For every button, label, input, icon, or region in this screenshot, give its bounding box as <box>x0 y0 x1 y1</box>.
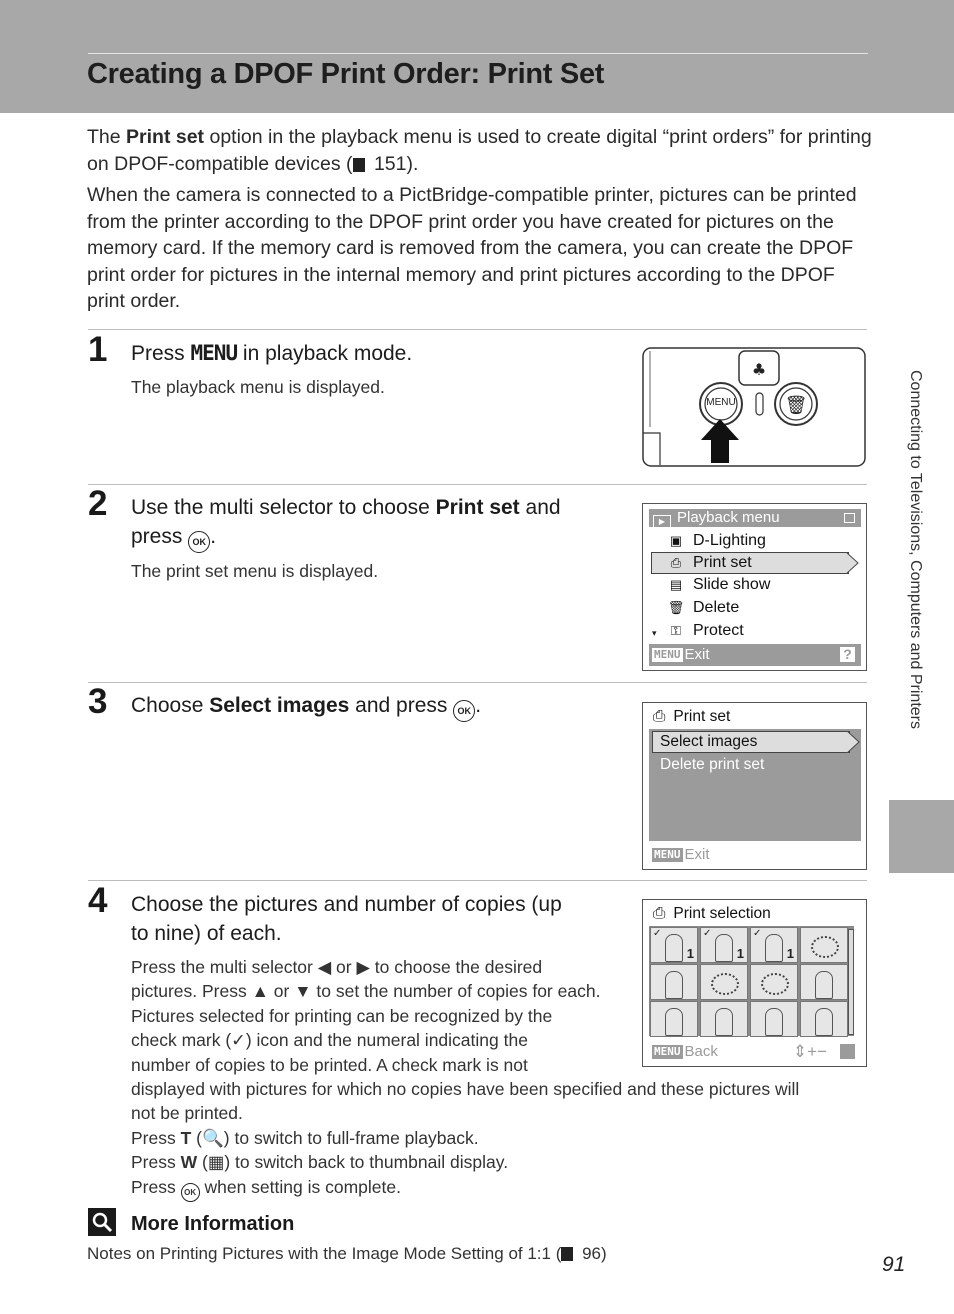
book-reference-icon <box>561 1247 573 1261</box>
delete-icon: 🗑 <box>667 600 685 615</box>
thumbnail[interactable] <box>800 927 848 963</box>
thumbnail[interactable] <box>750 1001 798 1037</box>
header-rule <box>88 53 868 54</box>
step-divider <box>88 329 867 330</box>
print-selection-title: ⎙ Print selection <box>653 905 771 922</box>
print-icon: ⎙ <box>653 708 666 725</box>
thumbnail[interactable] <box>800 1001 848 1037</box>
thumbnail-grid <box>649 926 854 1036</box>
thumbnail[interactable] <box>650 964 698 1000</box>
key-icon: ⚿ <box>671 623 681 638</box>
step-number: 4 <box>88 881 108 920</box>
scroll-indicator-icon <box>844 513 855 523</box>
intro-paragraph-1: The Print set option in the playback menu is used to create digital “print orders” for printing on DPOF-compatible devices ( 151). <box>87 126 872 175</box>
ok-button-icon: OK <box>453 700 475 722</box>
menu-footer: MENU Exit ? <box>649 644 861 666</box>
page-title: Creating a DPOF Print Order: Print Set <box>87 58 605 90</box>
menu-item-d-lighting[interactable]: ▣ D-Lighting <box>651 531 766 551</box>
book-reference-icon <box>353 158 365 172</box>
slide-show-icon: ▤ <box>669 577 683 592</box>
check-mark-icon: ✓ <box>753 928 762 939</box>
step-2-subtext: The print set menu is displayed. <box>131 561 379 581</box>
intro-paragraph-2: When the camera is connected to a PictBridge-compatible printer, pictures can be printed from the printer according to the DPOF print order you have created for pictures on the memory card. If the memory card is removed from the camera, you can create the DPOF print order for pictures in the internal memory and print pictures according to the DPOF print order. <box>87 184 857 313</box>
step-number: 2 <box>88 484 108 523</box>
step-number: 1 <box>88 330 108 369</box>
more-info-heading: More Information <box>131 1213 295 1235</box>
thumbnail[interactable]: ✓ 1 <box>650 927 698 963</box>
step-1-title: Press MENU in playback mode. <box>131 341 413 365</box>
menu-button-icon: MENU <box>654 648 681 661</box>
thumbnail[interactable] <box>650 1001 698 1037</box>
zoom-icon <box>840 1044 855 1059</box>
svg-text:🗑: 🗑 <box>784 395 808 416</box>
step-2-title: Use the multi selector to choose Print set and press OK . <box>131 493 561 553</box>
step-3-title: Choose Select images and press OK . <box>131 691 481 722</box>
menu-item-delete[interactable]: 🗑 Delete <box>667 599 740 616</box>
print-icon: ⎙ <box>670 555 682 570</box>
zoom-out-instruction: Press W (▦) to switch back to thumbnail display. <box>131 1152 509 1173</box>
help-icon: ? <box>840 647 855 662</box>
section-side-title: Connecting to Televisions, Computers and Printers <box>907 370 924 729</box>
ok-instruction: Press OK when setting is complete. <box>131 1175 871 1202</box>
camera-menu-button: MENU <box>706 397 736 408</box>
more-below-icon: ▾ <box>652 628 657 638</box>
menu-footer: MENU Back ⇕+− <box>649 1041 861 1063</box>
thumbnail[interactable] <box>700 964 748 1000</box>
thumbnail[interactable] <box>750 964 798 1000</box>
page-number: 91 <box>882 1253 906 1276</box>
ok-button-icon: OK <box>188 531 210 553</box>
step-4-body: Press the multi selector ◀ or ▶ to choose the desired pictures. Press ▲ or ▼ to set the number of copies for each. Pictures selected for printing can be recognized by the check mark (✓) icon and the numeral indicating the number of copies to be printed. A check mark is not displayed with pictures for which no copies have been specified and these pictures will not be printed. Press T (🔍) to switch to full-frame playback. Press W (▦) to switch back to thumbnail display. Press OK when setting is complete. <box>131 955 871 1202</box>
check-mark-icon: ✓ <box>703 928 712 939</box>
thumbnail[interactable]: ✓ 1 <box>750 927 798 963</box>
menu-item-delete-print-set[interactable]: Delete print set <box>660 756 765 773</box>
step-number: 3 <box>88 682 108 721</box>
menu-item-slide-show[interactable]: ▤ Slide show <box>651 575 770 595</box>
menu-title-bar: ▶ Playback menu <box>649 509 861 527</box>
playback-icon: ▶ <box>653 515 671 529</box>
thumbnail[interactable] <box>800 964 848 1000</box>
step-divider <box>88 484 867 485</box>
copies-control-icons: ⇕+− <box>792 1042 827 1061</box>
menu-item-print-set[interactable]: ⎙ Print set <box>651 553 752 573</box>
print-selection-screen <box>642 899 867 1067</box>
print-set-screen <box>642 702 867 870</box>
selection-arrow-icon <box>847 731 861 753</box>
menu-footer: MENU Exit <box>649 844 861 866</box>
more-info-text: Notes on Printing Pictures with the Image Mode Setting of 1:1 ( 96) <box>87 1244 607 1263</box>
print-set-title: ⎙ Print set <box>653 708 731 725</box>
step-4-title: Choose the pictures and number of copies (up to nine) of each. <box>131 893 562 945</box>
menu-button-icon: MENU <box>654 1045 681 1058</box>
step-1-subtext: The playback menu is displayed. <box>131 377 385 397</box>
svg-text:♣: ♣ <box>751 360 767 379</box>
menu-button-icon: MENU <box>654 848 681 861</box>
zoom-in-instruction: Press T (🔍) to switch to full-frame playback. <box>131 1127 479 1148</box>
d-lighting-icon: ▣ <box>669 533 683 548</box>
step-divider <box>88 682 867 683</box>
section-side-tab <box>889 800 954 873</box>
thumbnail[interactable] <box>700 1001 748 1037</box>
print-icon: ⎙ <box>653 905 666 922</box>
selection-arrow-icon <box>846 552 860 574</box>
menu-item-protect[interactable]: ⚿ Protect <box>651 621 744 641</box>
menu-item-select-images[interactable]: Select images <box>660 733 758 750</box>
page-header <box>0 0 954 113</box>
camera-illustration <box>642 347 866 467</box>
ok-button-icon: OK <box>181 1183 200 1202</box>
thumbnail[interactable]: ✓ 1 <box>700 927 748 963</box>
scrollbar[interactable] <box>848 929 854 1035</box>
step-divider <box>88 880 867 881</box>
more-info-icon <box>88 1208 116 1236</box>
check-mark-icon: ✓ <box>653 928 662 939</box>
playback-menu-screen <box>642 503 867 671</box>
